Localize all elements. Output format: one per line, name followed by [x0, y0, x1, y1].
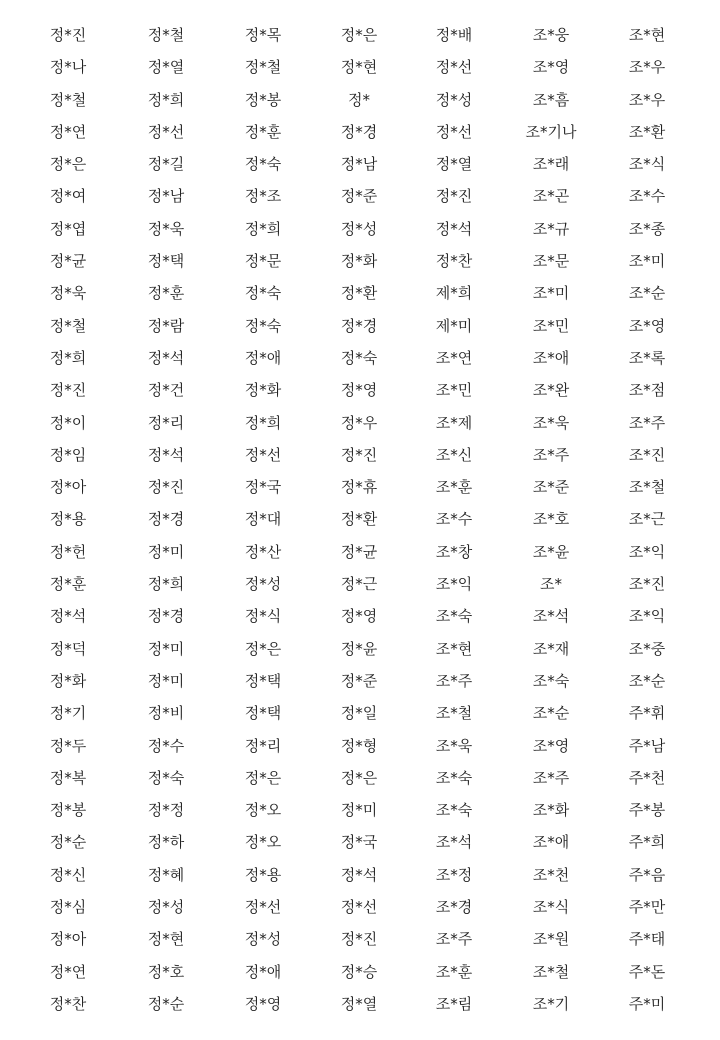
name-cell: 조*주 — [532, 445, 570, 464]
name-cell: 조*웅 — [532, 26, 570, 44]
name-cell: 조*수 — [628, 187, 666, 206]
name-cell: 정*숙 — [244, 316, 282, 335]
name-cell: 조*우 — [628, 58, 666, 77]
name-cell: 조*완 — [532, 381, 570, 400]
name-cell: 조*근 — [628, 510, 666, 529]
name-cell: 조*미 — [532, 284, 570, 303]
name-cell: 정*이 — [49, 413, 87, 432]
name-cell: 정*석 — [435, 219, 473, 238]
name-cell: 조*곤 — [532, 187, 570, 206]
name-cell: 정*진 — [49, 26, 87, 44]
name-cell: 조*숙 — [532, 671, 570, 690]
name-cell: 조*철 — [628, 478, 666, 497]
name-cell: 정*문 — [244, 252, 282, 271]
name-cell: 정*아 — [49, 478, 87, 497]
name-cell: 정*엽 — [49, 219, 87, 238]
name-cell: 조*식 — [628, 155, 666, 174]
name-cell: 정*욱 — [49, 284, 87, 303]
name-cell: 정*애 — [244, 962, 282, 981]
name-cell: 정*리 — [244, 736, 282, 755]
name-cell: 조*미 — [628, 252, 666, 271]
name-cell: 정*성 — [244, 575, 282, 594]
name-cell: 정*숙 — [244, 284, 282, 303]
name-cell: 정*찬 — [49, 994, 87, 1013]
name-cell: 조*수 — [435, 510, 473, 529]
name-cell: 정*임 — [49, 445, 87, 464]
name-cell: 조*숙 — [435, 768, 473, 787]
name-cell: 정*혜 — [147, 865, 185, 884]
name-cell: 정*훈 — [147, 284, 185, 303]
name-cell: 정*남 — [340, 155, 378, 174]
name-cell: 정*석 — [147, 348, 185, 367]
name-cell: 정*연 — [49, 962, 87, 981]
name-cell: 정*휴 — [340, 478, 378, 497]
name-cell: 조*진 — [628, 445, 666, 464]
name-cell: 정*산 — [244, 542, 282, 561]
name-cell: 정*선 — [340, 898, 378, 917]
name-cell: 정*성 — [147, 898, 185, 917]
name-cell: 정*선 — [147, 122, 185, 141]
name-cell: 조*흠 — [532, 90, 570, 109]
name-cell: 정*신 — [49, 865, 87, 884]
name-cell: 정*복 — [49, 768, 87, 787]
name-cell: 정*영 — [340, 381, 378, 400]
name-cell: 조* — [540, 575, 562, 594]
name-cell: 조*훈 — [435, 962, 473, 981]
name-cell: 주*태 — [628, 930, 666, 949]
name-cell: 정*숙 — [244, 155, 282, 174]
name-cell: 정*은 — [49, 155, 87, 174]
name-cell: 조*진 — [628, 575, 666, 594]
name-cell: 조*록 — [628, 348, 666, 367]
name-cell: 정*경 — [147, 510, 185, 529]
name-cell: 정*국 — [340, 833, 378, 852]
name-cell: 조*식 — [532, 898, 570, 917]
name-cell: 정*은 — [340, 768, 378, 787]
name-cell: 정*철 — [244, 58, 282, 77]
name-cell: 정*정 — [147, 801, 185, 820]
name-cell: 조*문 — [532, 252, 570, 271]
name-cell: 정*비 — [147, 704, 185, 723]
name-cell: 정*근 — [340, 575, 378, 594]
name-cell: 조*원 — [532, 930, 570, 949]
name-cell: 조*숙 — [435, 801, 473, 820]
name-cell: 정*미 — [340, 801, 378, 820]
name-cell: 조*욱 — [435, 736, 473, 755]
name-cell: 정*목 — [244, 26, 282, 44]
name-cell: 정*희 — [147, 90, 185, 109]
name-cell: 정*람 — [147, 316, 185, 335]
name-column — [406, 19, 502, 1020]
name-cell: 정*조 — [244, 187, 282, 206]
name-cell: 조*주 — [435, 930, 473, 949]
name-cell: 정*헌 — [49, 542, 87, 561]
name-cell: 제*희 — [435, 284, 473, 303]
name-cell: 정*화 — [340, 252, 378, 271]
name-cell: 조*현 — [435, 639, 473, 658]
name-cell: 주*음 — [628, 865, 666, 884]
name-cell: 조*애 — [532, 348, 570, 367]
name-cell: 정*찬 — [435, 252, 473, 271]
name-cell: 정*준 — [340, 187, 378, 206]
name-cell: 정*선 — [435, 122, 473, 141]
name-cell: 정*숙 — [147, 768, 185, 787]
name-cell: 정*미 — [147, 671, 185, 690]
name-cell: 조*훈 — [435, 478, 473, 497]
name-cell: 조*창 — [435, 542, 473, 561]
name-cell: 조*주 — [532, 768, 570, 787]
name-cell: 정*경 — [147, 607, 185, 626]
name-cell: 정*영 — [244, 994, 282, 1013]
name-cell: 조*애 — [532, 833, 570, 852]
name-cell: 정*철 — [49, 90, 87, 109]
name-cell: 조*익 — [628, 607, 666, 626]
name-cell: 조*순 — [628, 284, 666, 303]
name-cell: 주*휘 — [628, 704, 666, 723]
name-cell: 조*제 — [435, 413, 473, 432]
name-cell: 조*익 — [628, 542, 666, 561]
name-cell: 정*심 — [49, 898, 87, 917]
name-cell: 정*남 — [147, 187, 185, 206]
name-cell: 정*두 — [49, 736, 87, 755]
name-cell: 조*영 — [532, 736, 570, 755]
name-cell: 정*석 — [340, 865, 378, 884]
name-cell: 정*오 — [244, 801, 282, 820]
name-cell: 정*열 — [435, 155, 473, 174]
name-cell: 조*신 — [435, 445, 473, 464]
name-cell: 정*용 — [244, 865, 282, 884]
name-cell: 정*오 — [244, 833, 282, 852]
name-cell: 조*순 — [628, 671, 666, 690]
name-cell: 정*철 — [147, 26, 185, 44]
name-cell: 정*환 — [340, 284, 378, 303]
name-cell: 정*영 — [340, 607, 378, 626]
name-cell: 조*연 — [435, 348, 473, 367]
name-cell: 조*호 — [532, 510, 570, 529]
name-cell: 정*균 — [340, 542, 378, 561]
name-cell: 정*아 — [49, 930, 87, 949]
name-column — [20, 19, 116, 1020]
name-cell: 조*익 — [435, 575, 473, 594]
name-column — [215, 19, 311, 1020]
name-cell: 조*철 — [435, 704, 473, 723]
name-cell: 정*훈 — [49, 575, 87, 594]
name-cell: 조*현 — [628, 26, 666, 44]
name-cell: 정*진 — [435, 187, 473, 206]
name-cell: 조*욱 — [532, 413, 570, 432]
name-cell: 정*나 — [49, 58, 87, 77]
name-cell: 정*성 — [244, 930, 282, 949]
name-cell: 정*미 — [147, 639, 185, 658]
name-cell: 정*길 — [147, 155, 185, 174]
name-cell: 정*준 — [340, 671, 378, 690]
name-cell: 정*호 — [147, 962, 185, 981]
name-cell: 정*숙 — [340, 348, 378, 367]
name-cell: 조*주 — [435, 671, 473, 690]
name-cell: 정*희 — [244, 219, 282, 238]
name-cell: 조*천 — [532, 865, 570, 884]
name-cell: 정*연 — [49, 122, 87, 141]
name-cell: 조*석 — [435, 833, 473, 852]
name-cell: 정*국 — [244, 478, 282, 497]
name-cell: 정*훈 — [244, 122, 282, 141]
name-cell: 조*영 — [532, 58, 570, 77]
name-cell: 정*택 — [244, 671, 282, 690]
name-cell: 정*용 — [49, 510, 87, 529]
name-cell: 정*미 — [147, 542, 185, 561]
name-cell: 정*환 — [340, 510, 378, 529]
name-column — [311, 19, 407, 1020]
name-cell: 정*욱 — [147, 219, 185, 238]
name-cell: 정*진 — [49, 381, 87, 400]
name-cell: 조*민 — [532, 316, 570, 335]
name-cell: 정*선 — [435, 58, 473, 77]
name-cell: 주*희 — [628, 833, 666, 852]
name-cell: 조*중 — [628, 639, 666, 658]
name-cell: 정*진 — [340, 445, 378, 464]
name-cell: 정*희 — [244, 413, 282, 432]
name-cell: 정*희 — [49, 348, 87, 367]
name-cell: 조*영 — [628, 316, 666, 335]
name-cell: 조*윤 — [532, 542, 570, 561]
name-cell: 정*하 — [147, 833, 185, 852]
name-cell: 정*은 — [340, 26, 378, 44]
name-cell: 정*택 — [244, 704, 282, 723]
name-cell: 조*래 — [532, 155, 570, 174]
name-cell: 주*미 — [628, 994, 666, 1013]
name-cell: 정*식 — [244, 607, 282, 626]
name-cell: 정*배 — [435, 26, 473, 44]
name-cell: 조*석 — [532, 607, 570, 626]
name-cell: 정*봉 — [244, 90, 282, 109]
name-cell: 정*철 — [49, 316, 87, 335]
name-column — [118, 19, 214, 1020]
name-cell: 조*철 — [532, 962, 570, 981]
name-cell: 주*남 — [628, 736, 666, 755]
name-cell: 조*숙 — [435, 607, 473, 626]
name-cell: 정*성 — [340, 219, 378, 238]
name-cell: 조*림 — [435, 994, 473, 1013]
name-cell: 정*승 — [340, 962, 378, 981]
name-column — [503, 19, 599, 1020]
name-cell: 조*우 — [628, 90, 666, 109]
name-cell: 조*민 — [435, 381, 473, 400]
name-cell: 조*준 — [532, 478, 570, 497]
name-cell: 정*화 — [49, 671, 87, 690]
name-cell: 조*환 — [628, 122, 666, 141]
name-cell: 조*정 — [435, 865, 473, 884]
name-cell: 조*기나 — [525, 122, 577, 141]
name-cell: 조*경 — [435, 898, 473, 917]
name-cell: 정*열 — [340, 994, 378, 1013]
name-cell: 정*선 — [244, 445, 282, 464]
name-cell: 정*택 — [147, 252, 185, 271]
name-cell: 정*봉 — [49, 801, 87, 820]
name-cell: 조*화 — [532, 801, 570, 820]
name-cell: 정*리 — [147, 413, 185, 432]
name-cell: 정*수 — [147, 736, 185, 755]
name-cell: 정*애 — [244, 348, 282, 367]
name-cell: 정*순 — [147, 994, 185, 1013]
name-cell: 정*기 — [49, 704, 87, 723]
name-cell: 정*석 — [147, 445, 185, 464]
name-cell: 정*덕 — [49, 639, 87, 658]
name-cell: 정*진 — [340, 930, 378, 949]
name-cell: 정*현 — [147, 930, 185, 949]
name-column — [599, 19, 695, 1020]
name-cell: 조*규 — [532, 219, 570, 238]
name-cell: 정* — [348, 90, 370, 109]
name-cell: 정*열 — [147, 58, 185, 77]
name-cell: 정*현 — [340, 58, 378, 77]
name-cell: 정*선 — [244, 898, 282, 917]
name-cell: 정*경 — [340, 316, 378, 335]
name-cell: 주*만 — [628, 898, 666, 917]
name-cell: 주*천 — [628, 768, 666, 787]
name-cell: 정*순 — [49, 833, 87, 852]
name-cell: 정*진 — [147, 478, 185, 497]
name-cell: 정*은 — [244, 768, 282, 787]
name-cell: 조*기 — [532, 994, 570, 1013]
name-cell: 정*성 — [435, 90, 473, 109]
name-cell: 조*재 — [532, 639, 570, 658]
name-cell: 정*여 — [49, 187, 87, 206]
name-cell: 조*점 — [628, 381, 666, 400]
name-cell: 정*경 — [340, 122, 378, 141]
name-cell: 정*은 — [244, 639, 282, 658]
name-cell: 정*건 — [147, 381, 185, 400]
name-cell: 정*윤 — [340, 639, 378, 658]
name-cell: 주*봉 — [628, 801, 666, 820]
name-cell: 조*주 — [628, 413, 666, 432]
name-cell: 조*종 — [628, 219, 666, 238]
name-cell: 정*대 — [244, 510, 282, 529]
name-cell: 정*희 — [147, 575, 185, 594]
name-cell: 정*화 — [244, 381, 282, 400]
name-cell: 제*미 — [435, 316, 473, 335]
name-cell: 정*우 — [340, 413, 378, 432]
name-cell: 주*돈 — [628, 962, 666, 981]
name-cell: 조*순 — [532, 704, 570, 723]
name-cell: 정*석 — [49, 607, 87, 626]
name-cell: 정*일 — [340, 704, 378, 723]
name-cell: 정*균 — [49, 252, 87, 271]
name-cell: 정*형 — [340, 736, 378, 755]
